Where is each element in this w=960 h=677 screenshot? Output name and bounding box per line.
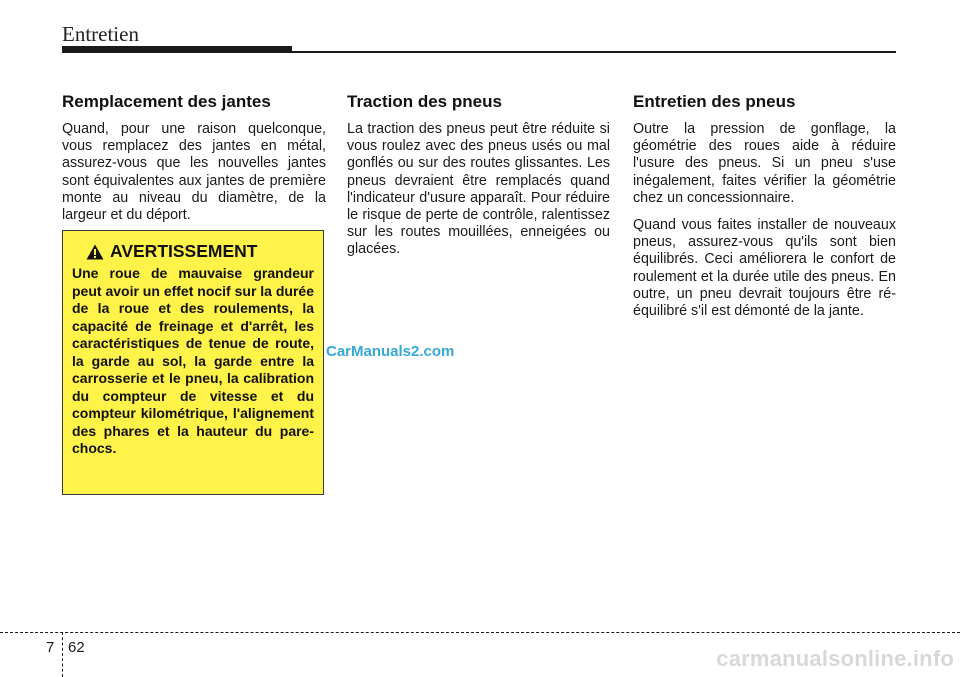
column-wheel-replacement: [62, 92, 326, 234]
column-tire-maintenance: [633, 92, 896, 330]
warning-title: AVERTISSEMENT: [110, 241, 258, 261]
column-tire-traction: [347, 92, 610, 269]
section-heading: Traction des pneus: [347, 92, 502, 111]
page-number: 62: [68, 639, 85, 656]
warning-box: [62, 230, 324, 495]
section-heading: Remplacement des jantes: [62, 92, 271, 111]
site-watermark: carmanualsonline.info: [716, 646, 954, 671]
footer-vertical-divider: [62, 632, 63, 677]
page-header-title: Entretien: [62, 22, 139, 46]
body-paragraph: Quand, pour une raison quelconque, vous remplacez des jantes en métal, assurez-vous que les nouvelles jantes sont équivalentes aux jantes de première monte au niveau du diamètre, de la largeur et du déport.: [62, 121, 326, 224]
watermark-link[interactable]: CarManuals2.com: [326, 343, 455, 360]
body-paragraph: La traction des pneus peut être réduite si vous roulez avec des pneus usés ou mal gonflés ou sur des routes glissantes. Les pneus devraient être remplacés quand l'indicateur d'usure apparaît. Pour réduire le risque de perte de contrôle, ralentissez sur les routes mouillées, enneigées ou glacées.: [347, 121, 610, 258]
body-paragraph: Outre la pression de gonflage, la géométrie des roues aide à réduire l'usure des pneus. Si un pneu s'use inégalement, faites vérifier la géométrie chez un concessionnaire.: [633, 121, 896, 206]
warning-text: Une roue de mauvaise grandeur peut avoir un effet nocif sur la durée de la roue et des roulements, la capacité de freinage et d'arrêt, les caractéristiques de tenue de route, la garde au sol, la garde entre la carrosserie et le pneu, la calibration du compteur de vitesse et du compteur kilométrique, l'alignement des phares et la hauteur du pare-chocs.: [72, 265, 314, 456]
section-heading: Entretien des pneus: [633, 92, 796, 111]
header-rule-accent: [62, 46, 292, 53]
footer-divider: [0, 632, 960, 633]
warning-header: [72, 241, 314, 262]
section-number: 7: [46, 639, 55, 656]
warning-triangle-icon: [86, 244, 104, 260]
body-paragraph: Quand vous faites installer de nouveaux pneus, assurez-vous qu'ils sont bien équilibrés. Ceci améliorera le confort de roulement et la durée utile des pneus. En outre, un pneu devrait toujours être ré-équilibré s'il est démonté de la jante.: [633, 217, 896, 320]
